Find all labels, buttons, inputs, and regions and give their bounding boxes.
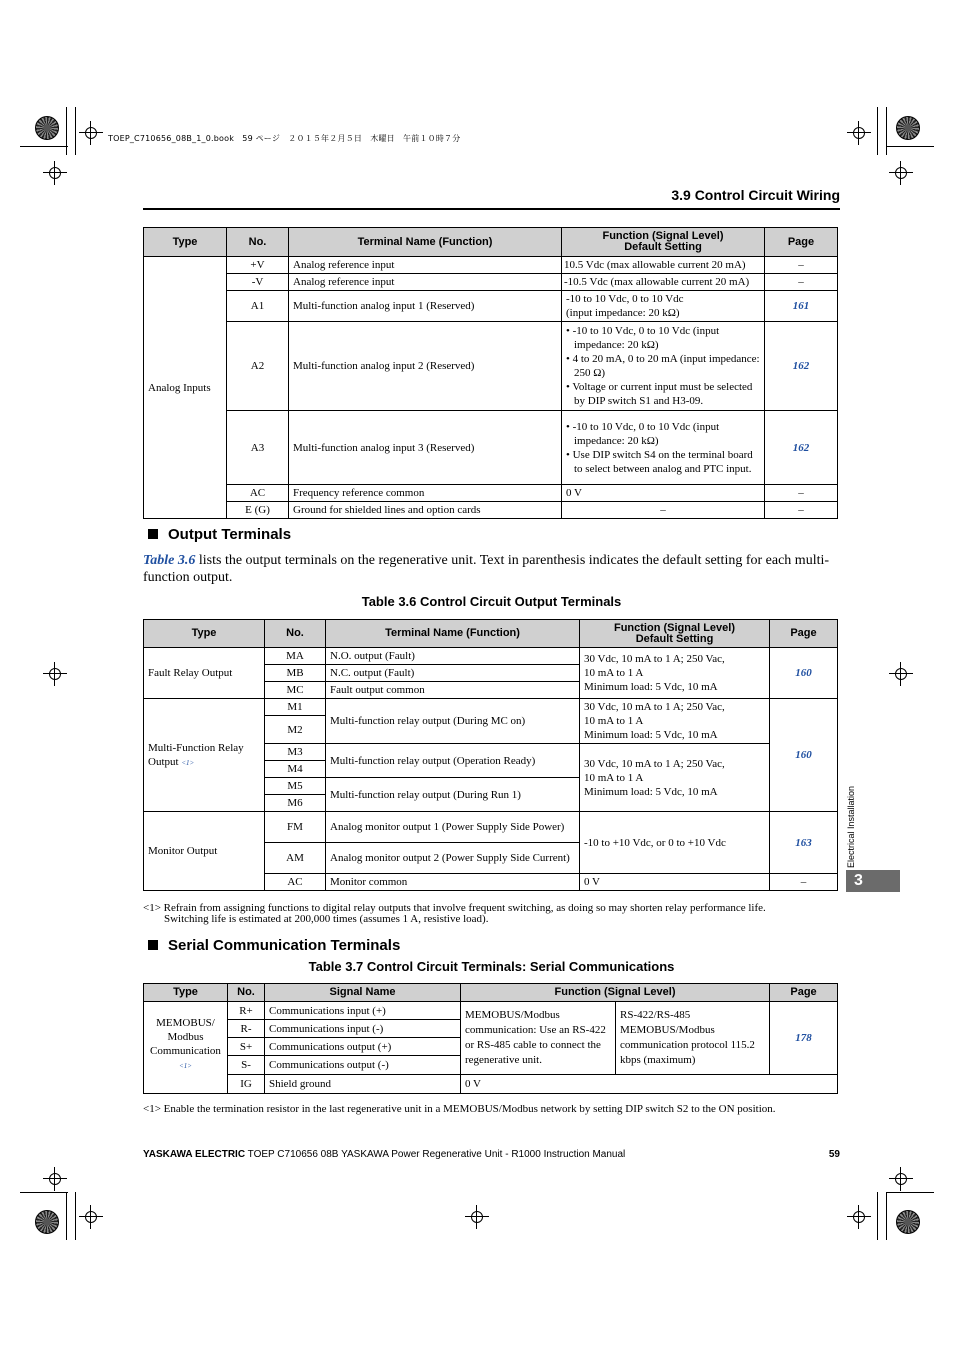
terminal-name: Frequency reference common: [289, 485, 562, 502]
crop-line: [20, 1192, 68, 1193]
terminal-no: R+: [228, 1002, 265, 1020]
terminal-no: S-: [228, 1056, 265, 1075]
bullet-item: • 4 to 20 mA, 0 to 20 mA (input impedance: 250 Ω): [566, 353, 760, 379]
page-link[interactable]: 161: [765, 291, 838, 322]
bullet-item: • -10 to 10 Vdc, 0 to 10 Vdc (input impedance: 20 kΩ): [566, 420, 720, 447]
crop-line: [886, 1192, 887, 1240]
terminal-no: A2: [227, 322, 289, 411]
col-name: Signal Name: [265, 984, 461, 1002]
terminal-name: Monitor common: [326, 874, 580, 891]
registration-mark-icon: [465, 1205, 489, 1229]
terminal-name: Analog monitor output 2 (Power Supply Side Current): [326, 843, 580, 874]
crop-line: [877, 1192, 878, 1240]
registration-mark-icon: [889, 161, 913, 185]
col-page: Page: [770, 620, 838, 648]
page-link[interactable]: 178: [770, 1002, 838, 1075]
registration-mark-icon: [847, 1205, 871, 1229]
col-type: Type: [144, 984, 228, 1002]
terminal-name: Multi-function analog input 2 (Reserved): [289, 322, 562, 411]
terminal-name: Analog reference input: [289, 274, 562, 291]
col-function: Function (Signal Level) Default Setting: [562, 228, 765, 257]
crop-line: [75, 107, 76, 155]
crop-line: [66, 107, 67, 155]
footnote-2: <1> Enable the termination resistor in the last regenerative unit in a MEMOBUS/Modbus network by setting DIP switch S2 to the ON position.: [143, 1103, 776, 1115]
table-link[interactable]: Table 3.6: [143, 553, 196, 568]
terminal-function: -10 to +10 Vdc, or 0 to +10 Vdc: [580, 812, 770, 874]
col-no: No.: [265, 620, 326, 648]
color-target-icon: [35, 116, 59, 140]
type-cell: Fault Relay Output: [144, 648, 265, 699]
terminal-no: FM: [265, 812, 326, 843]
terminal-name: Fault output common: [326, 682, 580, 699]
terminal-function: 0 V: [562, 485, 765, 502]
terminal-no: IG: [228, 1075, 265, 1094]
col-type: Type: [144, 228, 227, 257]
table37-caption: Table 3.7 Control Circuit Terminals: Serial Communications: [308, 959, 675, 974]
table-row: [144, 699, 838, 716]
terminal-name: Multi-function analog input 1 (Reserved): [289, 291, 562, 322]
color-target-icon: [896, 1210, 920, 1234]
terminal-name: Analog reference input: [289, 257, 562, 274]
terminal-no: M5: [265, 778, 326, 795]
page-ref: –: [765, 274, 838, 291]
type-cell: Monitor Output: [144, 812, 265, 891]
page-number: 59: [828, 1149, 840, 1160]
serial-terminals-table: [143, 983, 838, 1094]
footnote-line: <1> Refrain from assigning functions to digital relay outputs that involve frequent switching, as doing so may shorten relay performance life.: [143, 902, 766, 914]
terminal-no: M3: [265, 744, 326, 761]
terminal-no: A1: [227, 291, 289, 322]
table36-caption: Table 3.6 Control Circuit Output Terminals: [361, 594, 622, 609]
terminal-no: R-: [228, 1020, 265, 1038]
registration-mark-icon: [43, 1167, 67, 1191]
terminal-no: AC: [227, 485, 289, 502]
chapter-side-label: Electrical Installation: [846, 785, 856, 868]
registration-mark-icon: [847, 121, 871, 145]
type-cell: MEMOBUS/ Modbus Communication <1>: [144, 1002, 228, 1094]
terminal-function: 10.5 Vdc (max allowable current 20 mA): [562, 257, 765, 274]
signal-name: Communications input (-): [265, 1020, 461, 1038]
terminal-function: MEMOBUS/Modbus communication: Use an RS-422 or RS-485 cable to connect the regenerative unit.: [461, 1002, 616, 1075]
output-terminals-heading: Output Terminals: [148, 526, 291, 543]
terminal-name: Analog monitor output 1 (Power Supply Side Power): [326, 812, 580, 843]
square-bullet-icon: [148, 940, 158, 950]
terminal-function: 0 V: [461, 1075, 838, 1094]
output-terminals-table: [143, 619, 838, 891]
page-link[interactable]: 160: [770, 699, 838, 812]
signal-name: Communications output (-): [265, 1056, 461, 1075]
terminal-no: -V: [227, 274, 289, 291]
color-target-icon: [35, 1210, 59, 1234]
table-row: [144, 1075, 838, 1094]
signal-name: Communications input (+): [265, 1002, 461, 1020]
terminal-no: M6: [265, 795, 326, 812]
table-row: [144, 1002, 838, 1020]
terminal-no: MB: [265, 665, 326, 682]
terminal-no: MA: [265, 648, 326, 665]
terminal-no: AM: [265, 843, 326, 874]
registration-mark-icon: [43, 161, 67, 185]
table-row: [144, 485, 838, 502]
table-row: [144, 291, 838, 322]
analog-inputs-table: [143, 227, 838, 519]
terminal-no: MC: [265, 682, 326, 699]
registration-mark-icon: [889, 1167, 913, 1191]
col-function: Function (Signal Level): [461, 984, 770, 1002]
crop-line: [886, 107, 887, 155]
page-ref: –: [765, 502, 838, 519]
page-link[interactable]: 162: [765, 411, 838, 485]
output-intro: Table 3.6 lists the output terminals on the regenerative unit. Text in parenthesis indicates the default setting for each multi-function output.: [143, 553, 830, 585]
footnote-line: Switching life is estimated at 200,000 times (assumes 1 A, resistive load).: [164, 913, 489, 925]
terminal-name: N.O. output (Fault): [326, 648, 580, 665]
crop-line: [886, 1192, 934, 1193]
terminal-function: -10.5 Vdc (max allowable current 20 mA): [562, 274, 765, 291]
table-header-row: [144, 228, 838, 257]
bullet-item: • Use DIP switch S4 on the terminal board to select between analog and PTC input.: [566, 448, 753, 475]
registration-mark-icon: [79, 1205, 103, 1229]
terminal-function: 0 V: [580, 874, 770, 891]
bullet-item: • -10 to 10 Vdc, 0 to 10 Vdc (input impedance: 20 kΩ): [566, 325, 720, 351]
terminal-no: M4: [265, 761, 326, 778]
print-header: TOEP_C710656_08B_1_0.book 59 ページ ２０１５年２月５日 木曜日 午前１０時７分: [108, 134, 461, 143]
table-row: [144, 812, 838, 843]
terminal-no: E (G): [227, 502, 289, 519]
page-link[interactable]: 163: [770, 812, 838, 874]
page-ref: –: [765, 257, 838, 274]
table-row: [144, 648, 838, 665]
col-name: Terminal Name (Function): [326, 620, 580, 648]
col-no: No.: [228, 984, 265, 1002]
terminal-name: Multi-function relay output (During Run 1): [326, 778, 580, 812]
terminal-function: [562, 322, 765, 411]
chapter-tab: 3: [846, 870, 900, 892]
signal-name: Communications output (+): [265, 1038, 461, 1056]
terminal-function: [562, 411, 765, 485]
terminal-name: Multi-function relay output (Operation Ready): [326, 744, 580, 778]
terminal-no: +V: [227, 257, 289, 274]
crop-line: [20, 146, 68, 147]
table-row: [144, 274, 838, 291]
bullet-item: • Voltage or current input must be selected by DIP switch S1 and H3-09.: [566, 381, 753, 407]
terminal-function: –: [562, 502, 765, 519]
crop-line: [75, 1192, 76, 1240]
section-heading: 3.9 Control Circuit Wiring: [671, 187, 840, 203]
terminal-name: Multi-function analog input 3 (Reserved): [289, 411, 562, 485]
crop-line: [66, 1192, 67, 1240]
col-name: Terminal Name (Function): [289, 228, 562, 257]
table-header-row: [144, 984, 838, 1002]
page-ref: –: [765, 485, 838, 502]
col-type: Type: [144, 620, 265, 648]
registration-mark-icon: [79, 121, 103, 145]
terminal-function: 30 Vdc, 10 mA to 1 A; 250 Vac, 10 mA to 1 A Minimum load: 5 Vdc, 10 mA: [580, 648, 770, 699]
registration-mark-icon: [43, 662, 67, 686]
crop-line: [877, 107, 878, 155]
terminal-function: 30 Vdc, 10 mA to 1 A; 250 Vac, 10 mA to 1 A Minimum load: 5 Vdc, 10 mA: [580, 744, 770, 812]
terminal-name: Ground for shielded lines and option cards: [289, 502, 562, 519]
footnote-1: [143, 903, 840, 925]
terminal-no: M1: [265, 699, 326, 716]
col-function: Function (Signal Level) Default Setting: [580, 620, 770, 648]
terminal-function: RS-422/RS-485 MEMOBUS/Modbus communication protocol 115.2 kbps (maximum): [616, 1002, 770, 1075]
registration-mark-icon: [889, 662, 913, 686]
signal-name: Shield ground: [265, 1075, 461, 1094]
page-link[interactable]: 160: [770, 648, 838, 699]
terminal-no: S+: [228, 1038, 265, 1056]
note-ref[interactable]: <1>: [181, 758, 195, 767]
table-row: [144, 502, 838, 519]
square-bullet-icon: [148, 529, 158, 539]
terminal-no: A3: [227, 411, 289, 485]
page-ref: –: [770, 874, 838, 891]
terminal-no: AC: [265, 874, 326, 891]
col-no: No.: [227, 228, 289, 257]
serial-terminals-heading: Serial Communication Terminals: [148, 937, 400, 954]
page-link[interactable]: 162: [765, 322, 838, 411]
section-rule: [143, 208, 840, 210]
crop-line: [886, 146, 934, 147]
table-row: [144, 322, 838, 411]
terminal-name: N.C. output (Fault): [326, 665, 580, 682]
terminal-function: -10 to 10 Vdc, 0 to 10 Vdc (input impedance: 20 kΩ): [562, 291, 765, 322]
type-cell: Analog Inputs: [144, 257, 227, 519]
terminal-name: Multi-function relay output (During MC on): [326, 699, 580, 744]
table-row: [144, 411, 838, 485]
page-footer: YASKAWA ELECTRIC TOEP C710656 08B YASKAWA Power Regenerative Unit - R1000 Instruction Manual: [143, 1149, 626, 1160]
table-header-row: [144, 620, 838, 648]
terminal-no: M2: [265, 716, 326, 744]
type-cell: Multi-Function Relay Output <1>: [144, 699, 265, 812]
note-ref[interactable]: <1>: [179, 1062, 192, 1070]
color-target-icon: [896, 116, 920, 140]
table-row: [144, 257, 838, 274]
terminal-function: 30 Vdc, 10 mA to 1 A; 250 Vac, 10 mA to 1 A Minimum load: 5 Vdc, 10 mA: [580, 699, 770, 744]
col-page: Page: [765, 228, 838, 257]
col-page: Page: [770, 984, 838, 1002]
